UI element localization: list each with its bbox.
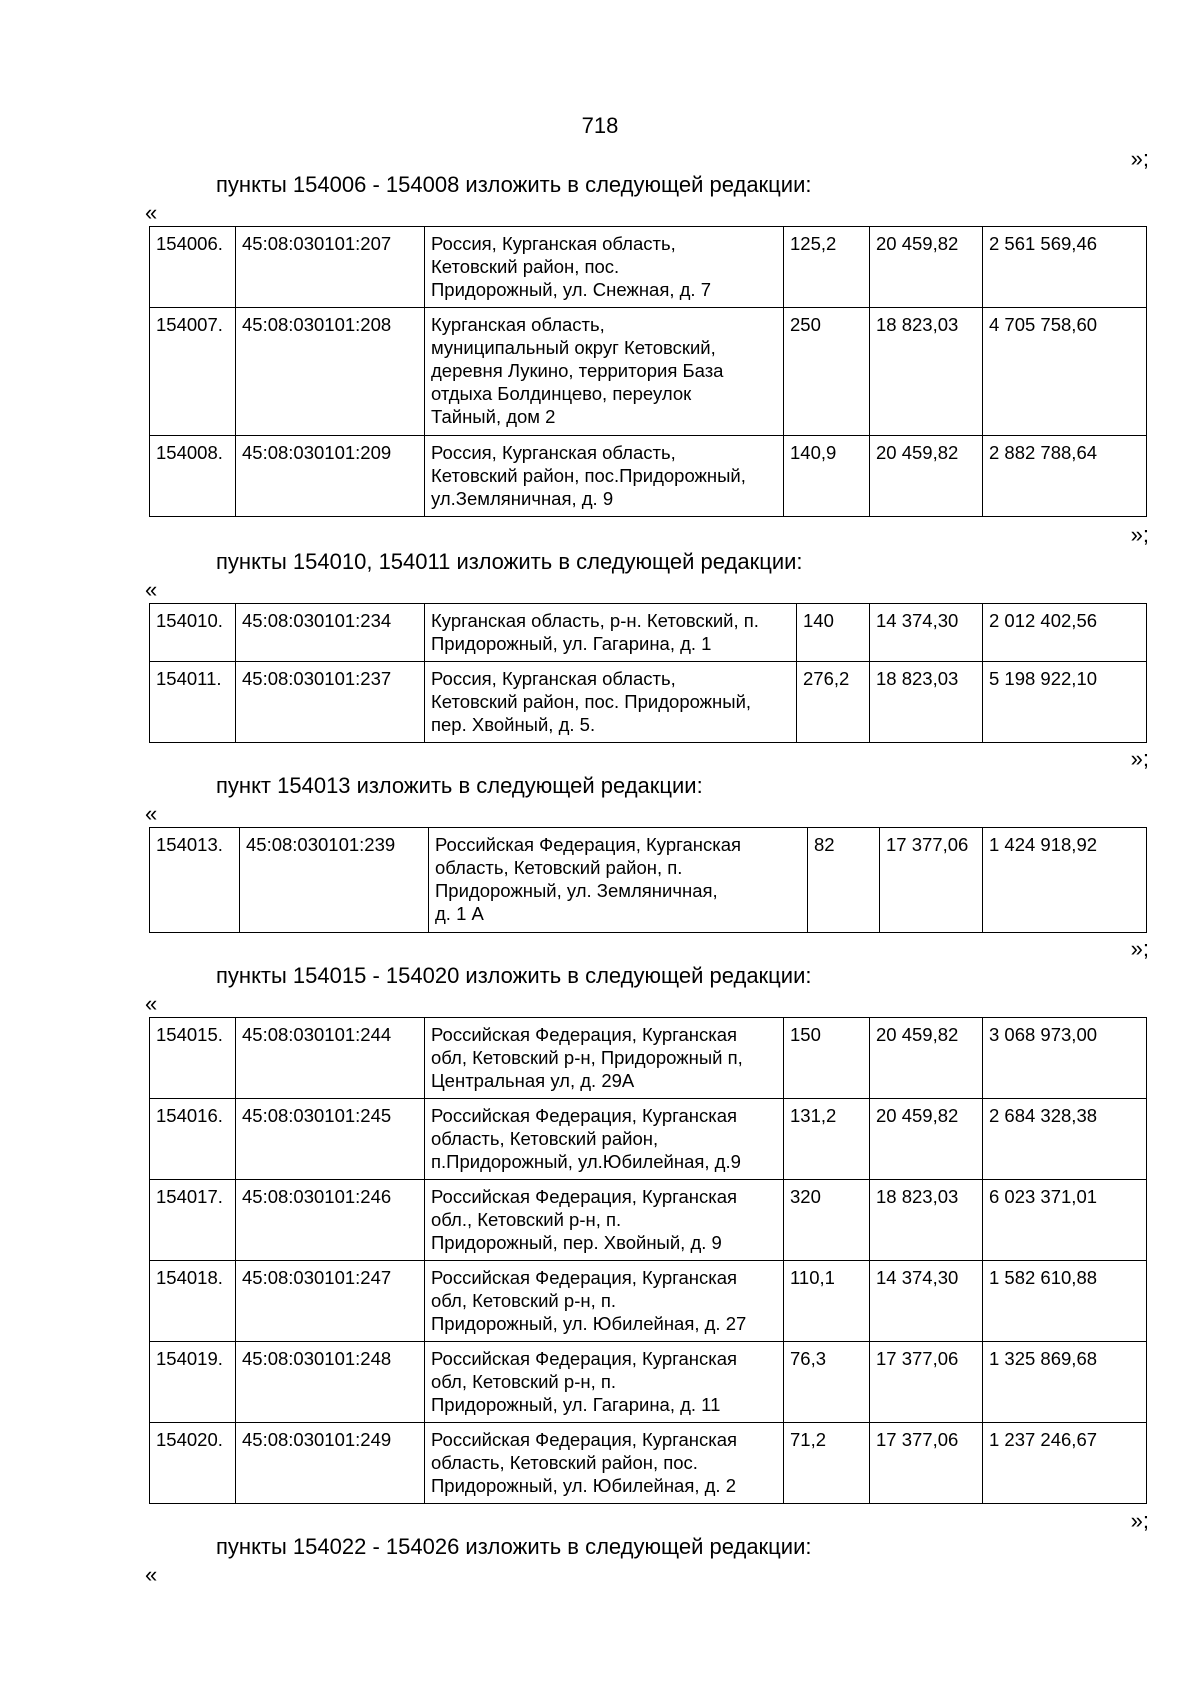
cell-address: Россия, Курганская область, Кетовский район, пос. Придорожный, ул. Снежная, д. 7 <box>425 227 784 308</box>
cell-unit-value: 14 374,30 <box>870 1261 983 1342</box>
table-row <box>150 604 1147 662</box>
cell-unit-value: 18 823,03 <box>870 1180 983 1261</box>
closing-quote: »; <box>1130 146 1149 171</box>
property-table <box>149 603 1147 743</box>
cell-unit-value: 20 459,82 <box>870 227 983 308</box>
table-row <box>150 662 1147 743</box>
cell-number: 154010. <box>150 604 236 662</box>
cell-unit-value: 20 459,82 <box>870 436 983 517</box>
cell-unit-value: 18 823,03 <box>870 662 983 743</box>
cell-address: Российская Федерация, Курганская обл., Кетовский р-н, п. Придорожный, пер. Хвойный, д. 9 <box>425 1180 784 1261</box>
cell-cadastral-number: 45:08:030101:207 <box>236 227 425 308</box>
cell-area: 82 <box>808 828 880 933</box>
cell-address: Российская Федерация, Курганская обл, Кетовский р-н, Придорожный п, Центральная ул, д. 29А <box>425 1018 784 1099</box>
cell-area: 131,2 <box>784 1099 870 1180</box>
cell-total-value: 2 882 788,64 <box>983 436 1147 517</box>
cell-address: Российская Федерация, Курганская область, Кетовский район, п. Придорожный, ул. Земляничная, д. 1 А <box>429 828 808 933</box>
property-table <box>149 226 1147 517</box>
closing-quote: »; <box>1130 936 1149 961</box>
table-row <box>150 436 1147 517</box>
closing-quote: »; <box>1130 1508 1149 1533</box>
cell-unit-value: 17 377,06 <box>870 1342 983 1423</box>
cell-number: 154007. <box>150 308 236 436</box>
table-row <box>150 1099 1147 1180</box>
cell-area: 276,2 <box>797 662 870 743</box>
cell-cadastral-number: 45:08:030101:249 <box>236 1423 425 1504</box>
cell-total-value: 5 198 922,10 <box>983 662 1147 743</box>
cell-cadastral-number: 45:08:030101:234 <box>236 604 425 662</box>
opening-quote: « <box>145 801 158 826</box>
table-row <box>150 1342 1147 1423</box>
cell-unit-value: 20 459,82 <box>870 1099 983 1180</box>
cell-number: 154018. <box>150 1261 236 1342</box>
cell-number: 154019. <box>150 1342 236 1423</box>
cell-area: 150 <box>784 1018 870 1099</box>
table-row <box>150 1180 1147 1261</box>
cell-address: Российская Федерация, Курганская обл, Кетовский р-н, п. Придорожный, ул. Юбилейная, д. 27 <box>425 1261 784 1342</box>
cell-cadastral-number: 45:08:030101:245 <box>236 1099 425 1180</box>
cell-total-value: 4 705 758,60 <box>983 308 1147 436</box>
amendment-heading: пункты 154022 - 154026 изложить в следующей редакции: <box>216 1534 812 1559</box>
page-number: 718 <box>581 113 619 138</box>
amendment-heading: пункты 154010, 154011 изложить в следующей редакции: <box>216 549 803 574</box>
cell-address: Российская Федерация, Курганская область, Кетовский район, пос. Придорожный, ул. Юбилейная, д. 2 <box>425 1423 784 1504</box>
cell-unit-value: 17 377,06 <box>880 828 983 933</box>
cell-area: 140 <box>797 604 870 662</box>
table-row <box>150 227 1147 308</box>
cell-cadastral-number: 45:08:030101:208 <box>236 308 425 436</box>
table-row <box>150 1018 1147 1099</box>
cell-cadastral-number: 45:08:030101:239 <box>240 828 429 933</box>
cell-cadastral-number: 45:08:030101:247 <box>236 1261 425 1342</box>
cell-cadastral-number: 45:08:030101:209 <box>236 436 425 517</box>
cell-area: 320 <box>784 1180 870 1261</box>
cell-number: 154015. <box>150 1018 236 1099</box>
cell-unit-value: 18 823,03 <box>870 308 983 436</box>
cell-number: 154017. <box>150 1180 236 1261</box>
cell-total-value: 1 424 918,92 <box>983 828 1147 933</box>
opening-quote: « <box>145 1562 158 1587</box>
cell-cadastral-number: 45:08:030101:244 <box>236 1018 425 1099</box>
cell-number: 154016. <box>150 1099 236 1180</box>
cell-total-value: 1 582 610,88 <box>983 1261 1147 1342</box>
cell-address: Курганская область, муниципальный округ Кетовский, деревня Лукино, территория База отдыха Болдинцево, переулок Тайный, дом 2 <box>425 308 784 436</box>
cell-address: Курганская область, р-н. Кетовский, п. Придорожный, ул. Гагарина, д. 1 <box>425 604 797 662</box>
opening-quote: « <box>145 577 158 602</box>
cell-number: 154011. <box>150 662 236 743</box>
cell-total-value: 1 325 869,68 <box>983 1342 1147 1423</box>
cell-cadastral-number: 45:08:030101:237 <box>236 662 425 743</box>
closing-quote: »; <box>1130 522 1149 547</box>
cell-total-value: 2 012 402,56 <box>983 604 1147 662</box>
amendment-heading: пункт 154013 изложить в следующей редакции: <box>216 773 703 798</box>
cell-area: 140,9 <box>784 436 870 517</box>
amendment-heading: пункты 154006 - 154008 изложить в следующей редакции: <box>216 172 812 197</box>
cell-total-value: 3 068 973,00 <box>983 1018 1147 1099</box>
cell-address: Российская Федерация, Курганская область, Кетовский район, п.Придорожный, ул.Юбилейная, д.9 <box>425 1099 784 1180</box>
amendment-heading: пункты 154015 - 154020 изложить в следующей редакции: <box>216 963 812 988</box>
table-row <box>150 1261 1147 1342</box>
opening-quote: « <box>145 991 158 1016</box>
cell-cadastral-number: 45:08:030101:246 <box>236 1180 425 1261</box>
table-row <box>150 828 1147 933</box>
cell-unit-value: 20 459,82 <box>870 1018 983 1099</box>
opening-quote: « <box>145 200 158 225</box>
cell-unit-value: 14 374,30 <box>870 604 983 662</box>
cell-total-value: 2 684 328,38 <box>983 1099 1147 1180</box>
cell-area: 250 <box>784 308 870 436</box>
cell-address: Россия, Курганская область, Кетовский район, пос. Придорожный, пер. Хвойный, д. 5. <box>425 662 797 743</box>
table-row <box>150 308 1147 436</box>
property-table <box>149 1017 1147 1504</box>
property-table <box>149 827 1147 933</box>
cell-unit-value: 17 377,06 <box>870 1423 983 1504</box>
cell-number: 154020. <box>150 1423 236 1504</box>
cell-number: 154006. <box>150 227 236 308</box>
cell-area: 71,2 <box>784 1423 870 1504</box>
cell-address: Россия, Курганская область, Кетовский район, пос.Придорожный, ул.Земляничная, д. 9 <box>425 436 784 517</box>
cell-number: 154008. <box>150 436 236 517</box>
cell-cadastral-number: 45:08:030101:248 <box>236 1342 425 1423</box>
cell-total-value: 2 561 569,46 <box>983 227 1147 308</box>
cell-total-value: 1 237 246,67 <box>983 1423 1147 1504</box>
cell-address: Российская Федерация, Курганская обл, Кетовский р-н, п. Придорожный, ул. Гагарина, д. 11 <box>425 1342 784 1423</box>
cell-area: 76,3 <box>784 1342 870 1423</box>
cell-area: 110,1 <box>784 1261 870 1342</box>
closing-quote: »; <box>1130 746 1149 771</box>
cell-area: 125,2 <box>784 227 870 308</box>
cell-number: 154013. <box>150 828 240 933</box>
table-row <box>150 1423 1147 1504</box>
cell-total-value: 6 023 371,01 <box>983 1180 1147 1261</box>
